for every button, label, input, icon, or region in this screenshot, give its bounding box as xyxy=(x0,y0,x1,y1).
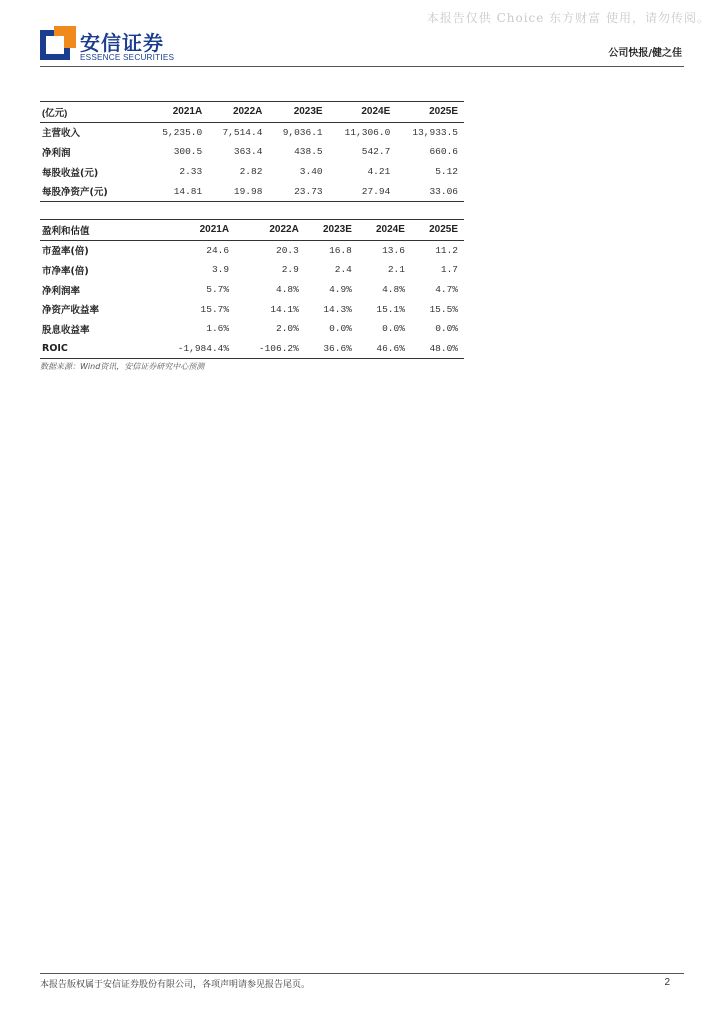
table-header-cell: 2024E xyxy=(361,106,391,118)
table-row xyxy=(40,339,464,359)
table-cell: 5.7% xyxy=(206,284,230,296)
table-cell: 438.5 xyxy=(294,146,323,158)
table-header-row xyxy=(40,220,464,241)
table-cell: 2.1 xyxy=(387,264,405,276)
table-header-row xyxy=(40,102,464,123)
table-cell: 2.33 xyxy=(179,166,203,178)
table-row xyxy=(40,162,464,182)
table-cell: 0.0% xyxy=(382,323,405,335)
row-label: 净资产收益率 xyxy=(42,305,100,317)
table-cell: 5,235.0 xyxy=(162,126,203,138)
table-cell: 19.98 xyxy=(233,185,263,197)
table-cell: 15.5% xyxy=(429,303,458,315)
table-header-cell: (亿元) xyxy=(42,107,68,119)
table-cell: 0.0% xyxy=(329,323,352,335)
table-cell: 4.21 xyxy=(367,166,391,178)
row-label: 市净率(倍) xyxy=(42,265,89,277)
table-cell: 14.3% xyxy=(323,303,352,315)
watermark-text: 本报告仅供 Choice 东方财富 使用，请勿传阅。 xyxy=(426,11,710,25)
table-cell: 13.6 xyxy=(382,244,405,256)
table-cell: 13,933.5 xyxy=(412,126,458,138)
table-cell: 300.5 xyxy=(173,146,203,158)
profitability-valuation-table xyxy=(40,219,464,359)
row-label: 净利润 xyxy=(42,147,71,159)
table-row xyxy=(40,299,464,319)
table-cell: 27.94 xyxy=(361,185,391,197)
table-cell: 24.6 xyxy=(206,244,230,256)
report-type-label: 公司快报/健之佳 xyxy=(608,48,682,59)
table-cell: 4.8% xyxy=(276,284,299,296)
row-label: 每股净资产(元) xyxy=(42,187,108,199)
table-cell: -106.2% xyxy=(258,342,299,354)
table-cell: 542.7 xyxy=(361,146,391,158)
table-header-cell: 2022A xyxy=(269,224,299,236)
table-row xyxy=(40,319,464,339)
table-cell: 3.40 xyxy=(299,166,323,178)
table-cell: 660.6 xyxy=(429,146,458,158)
table-cell: 1.6% xyxy=(206,323,230,335)
row-label: ROIC xyxy=(42,342,68,354)
row-label: 股息收益率 xyxy=(42,324,90,336)
table-cell: 20.3 xyxy=(276,244,299,256)
table-cell: 14.1% xyxy=(270,303,299,315)
logo-mark-icon xyxy=(40,26,76,64)
table-cell: 16.8 xyxy=(329,244,352,256)
table-row xyxy=(40,122,464,142)
table-cell: 2.82 xyxy=(239,166,263,178)
row-label: 净利润率 xyxy=(42,285,81,297)
table-cell: 2.4 xyxy=(334,264,352,276)
table-header-cell: 2024E xyxy=(376,224,405,236)
table-cell: 9,036.1 xyxy=(282,126,323,138)
table-header-cell: 2021A xyxy=(172,106,203,118)
data-source-note: 数据来源：Wind资讯，安信证券研究中心预测 xyxy=(40,362,205,371)
table-cell: 4.7% xyxy=(435,284,458,296)
table-cell: 14.81 xyxy=(173,185,203,197)
page-number: 2 xyxy=(664,977,670,988)
footer-divider xyxy=(40,973,684,974)
header-divider xyxy=(40,66,684,67)
table-row xyxy=(40,260,464,280)
table-header-cell: 2023E xyxy=(293,106,323,118)
table-header-cell: 2025E xyxy=(429,224,458,236)
table-header-cell: 2022A xyxy=(232,106,263,118)
row-label: 市盈率(倍) xyxy=(42,246,89,258)
table-cell: 33.06 xyxy=(429,185,458,197)
table-cell: 2.9 xyxy=(281,264,299,276)
table-header-cell: 2021A xyxy=(199,224,230,236)
company-logo xyxy=(40,26,200,66)
table-cell: 46.6% xyxy=(376,342,405,354)
table-cell: 2.0% xyxy=(276,323,299,335)
row-label: 每股收益(元) xyxy=(42,167,99,179)
table-cell: 11,306.0 xyxy=(344,126,391,138)
table-cell: 0.0% xyxy=(435,323,458,335)
table-row xyxy=(40,142,464,162)
table-header-cell: 2023E xyxy=(322,224,352,236)
footer-disclaimer: 本报告版权属于安信证券股份有限公司，各项声明请参见报告尾页。 xyxy=(40,980,311,990)
table-cell: 36.6% xyxy=(323,342,352,354)
logo-english-name: ESSENCE SECURITIES xyxy=(80,53,175,62)
table-cell: 15.1% xyxy=(376,303,405,315)
table-row xyxy=(40,181,464,201)
row-label: 主营收入 xyxy=(42,128,81,140)
financial-summary-table xyxy=(40,101,464,202)
table-cell: 11.2 xyxy=(435,244,458,256)
table-cell: -1,984.4% xyxy=(177,342,230,354)
logo-chinese-name: 安信证券 xyxy=(80,31,164,55)
table-row xyxy=(40,240,464,260)
table-cell: 363.4 xyxy=(233,146,263,158)
table-cell: 1.7 xyxy=(440,264,458,276)
table-cell: 4.8% xyxy=(382,284,405,296)
table-cell: 48.0% xyxy=(429,342,458,354)
table-header-cell: 盈利和估值 xyxy=(42,225,90,237)
table-cell: 5.12 xyxy=(435,166,458,178)
table-cell: 15.7% xyxy=(200,303,230,315)
table-row xyxy=(40,280,464,300)
table-cell: 23.73 xyxy=(294,185,323,197)
table-cell: 4.9% xyxy=(329,284,352,296)
table-cell: 3.9 xyxy=(211,264,230,276)
table-cell: 7,514.4 xyxy=(222,126,263,138)
table-header-cell: 2025E xyxy=(429,106,458,118)
